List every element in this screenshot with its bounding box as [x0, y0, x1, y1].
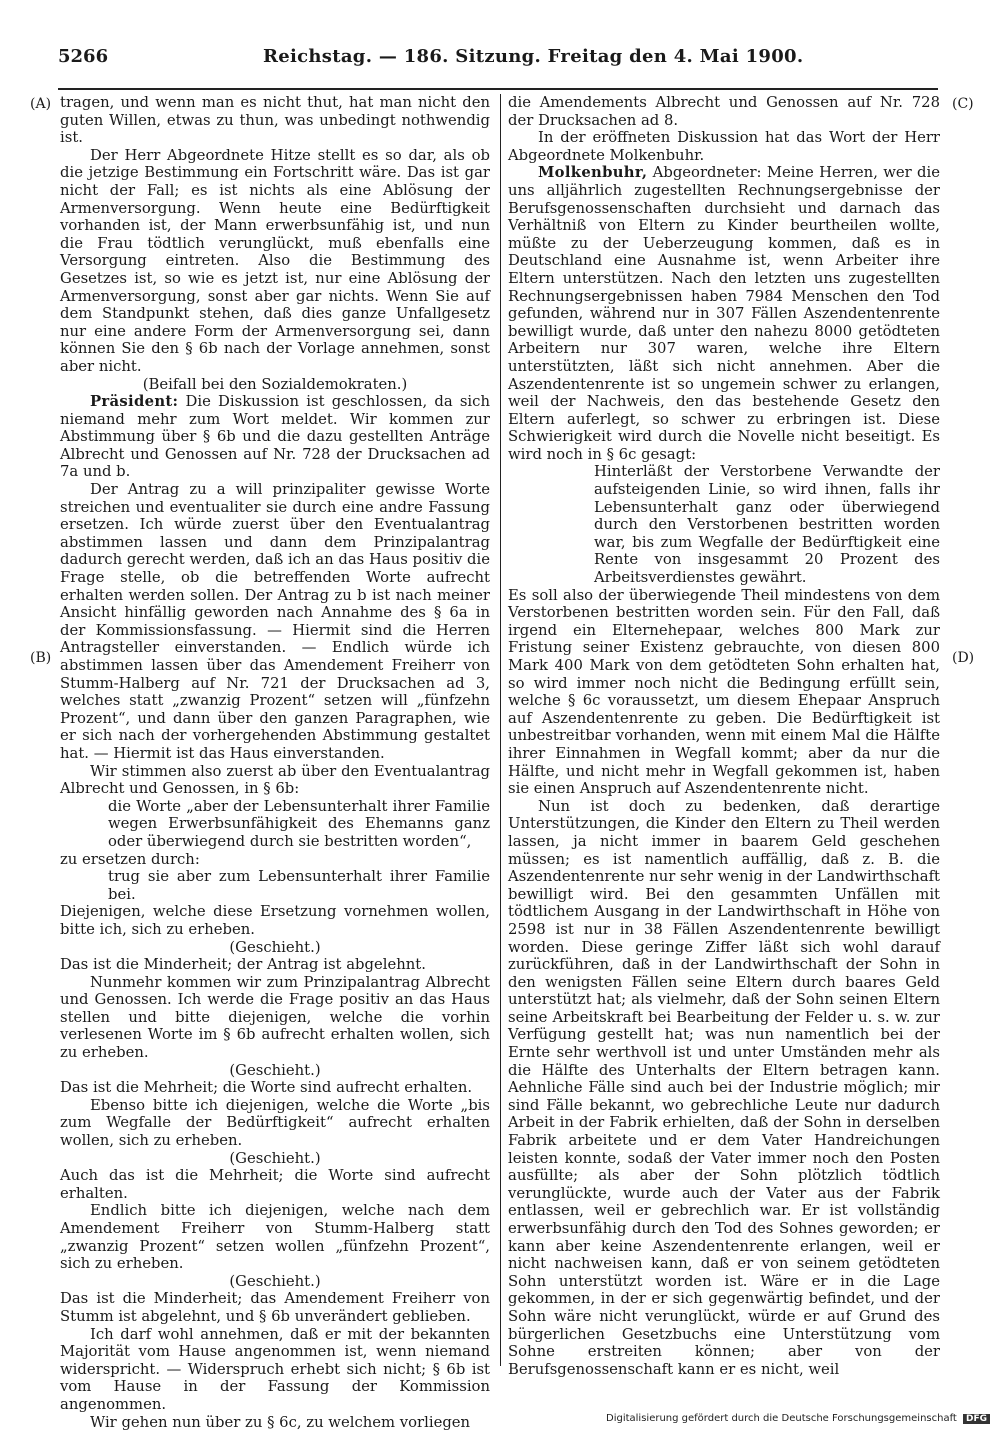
- paragraph: zu ersetzen durch:: [60, 850, 200, 868]
- paragraph: [60, 393, 490, 481]
- interjection: (Geschieht.): [229, 1061, 321, 1079]
- paragraph: Ich darf wohl annehmen, daß er mit der bekannten Majorität vom Hause angenommen ist, wenn niemand widerspricht. — Widerspruch erhebt sich nicht; § 6b ist vom Hause in der Fassung der Kommission angenommen.: [60, 1325, 490, 1413]
- page-header: [58, 46, 938, 76]
- credit-text: Digitalisierung gefördert durch die Deutsche Forschungsgemeinschaft: [606, 1413, 957, 1424]
- margin-marker-d: (D): [952, 650, 975, 666]
- quoted-text: trug sie aber zum Lebensunterhalt ihrer Familie bei.: [108, 868, 490, 903]
- interjection: (Geschieht.): [229, 1272, 321, 1290]
- paragraph: Der Herr Abgeordnete Hitze stellt es so dar, als ob die jetzige Bestimmung ein Fortschritt wäre. Das ist gar nicht der Fall; es ist nichts als eine Ablösung der Armenversorgung. Wenn heute eine Bedürftigkeit vorhanden ist, der Mann erwerbsunfähig ist, und nun die Frau tödtlich verunglückt, muß ebenfalls eine Versorgung eintreten. Also die Bestimmung des Gesetzes ist, so wie es jetzt ist, nur eine Ablösung der Armenversorgung, sonst aber gar nichts. Wenn Sie auf dem Standpunkt stehen, daß dies ganze Unfallgesetz nur eine andere Form der Armenversorgung sei, dann können Sie den § 6b nach der Vorlage annehmen, sonst aber nicht.: [60, 146, 490, 375]
- paragraph: In der eröffneten Diskussion hat das Wort der Herr Abgeordnete Molkenbuhr.: [508, 129, 940, 164]
- paragraph: Auch das ist die Mehrheit; die Worte sind aufrecht erhalten.: [60, 1167, 490, 1202]
- speech-text: Die Diskussion ist geschlossen, da sich niemand mehr zum Wort meldet. Wir kommen zur Abstimmung über § 6b und die dazu gestellten Anträge Albrecht und Genossen auf Nr. 728 der Drucksachen ad 7a und b.: [60, 393, 490, 481]
- interjection: (Geschieht.): [229, 1149, 321, 1167]
- paragraph: [508, 164, 940, 463]
- dfg-logo: DFG: [963, 1414, 990, 1424]
- left-column: [60, 94, 490, 1431]
- right-column: [508, 94, 940, 1378]
- paragraph: Nunmehr kommen wir zum Prinzipalantrag Albrecht und Genossen. Ich werde die Frage positiv an das Haus stellen und bitte diejenigen, welche die vorhin verlesenen Worte im § 6b aufrecht erhalten wollen, sich zu erheben.: [60, 973, 490, 1062]
- paragraph: Ebenso bitte ich diejenigen, welche die Worte „bis zum Wegfalle der Bedürftigkeit“ aufrecht erhalten wollen, sich zu erheben.: [60, 1096, 490, 1150]
- interjection: (Geschieht.): [229, 938, 321, 956]
- paragraph: die Amendements Albrecht und Genossen auf Nr. 728 der Drucksachen ad 8.: [508, 94, 940, 129]
- margin-marker-b: (B): [30, 650, 52, 666]
- paragraph: tragen, und wenn man es nicht thut, hat man nicht den guten Willen, etwas zu thun, was unbedingt nothwendig ist.: [60, 94, 490, 147]
- paragraph: Das ist die Minderheit; das Amendement Freiherr von Stumm ist abgelehnt, und § 6b unverändert geblieben.: [60, 1290, 490, 1325]
- paragraph: Wir stimmen also zuerst ab über den Eventualantrag Albrecht und Genossen, in § 6b:: [60, 762, 490, 798]
- paragraph: Endlich bitte ich diejenigen, welche nach dem Amendement Freiherr von Stumm-Halberg statt „zwanzig Prozent“ setzen wollen „fünfzehn Prozent“, sich zu erheben.: [60, 1202, 490, 1273]
- quoted-text: Hinterläßt der Verstorbene Verwandte der aufsteigenden Linie, so wird ihnen, falls ihr Lebensunterhalt ganz oder überwiegend durch den Verstorbenen bestritten worden war, bis zum Wegfalle der Bedürftigkeit eine Rente von insgesammt 20 Prozent des Arbeitsverdienstes gewährt.: [594, 463, 940, 587]
- margin-marker-a: (A): [30, 96, 52, 112]
- paragraph: Diejenigen, welche diese Ersetzung vornehmen wollen, bitte ich, sich zu erheben.: [60, 903, 490, 938]
- speaker-name: Molkenbuhr,: [538, 164, 648, 182]
- paragraph: Nun ist doch zu bedenken, daß derartige Unterstützungen, die Kinder den Eltern zu Theil werden lassen, ja nicht immer in baarem Geld geschehen müssen; es ist namentlich auffällig, daß z. B. die Aszendentenrente nur sehr wenig in der Landwirthschaft bewilligt wird. Bei den gesammten Unfällen mit tödtlichem Ausgang in der Landwirthschaft in Höhe von 2598 ist nur in 38 Fällen Aszendentenrente bewilligt worden. Diese geringe Ziffer läßt sich wohl darauf zurückführen, daß in der Landwirthschaft der Sohn in den wenigsten Fällen seine Eltern durch baares Geld unterstützt hat; als vielmehr, daß der Sohn seinen Eltern seine Arbeitskraft bei Bearbeitung der Felder u. s. w. zur Verfügung gestellt hat; was nun namentlich bei der Ernte sehr werthvoll ist und unter Umständen mehr als die Hälfte des Unterhalts der Eltern betragen kann. Aehnliche Fälle sind auch bei der Industrie möglich; mir sind Fälle bekannt, wo gebrechliche Leute nur dadurch Arbeit in der Fabrik erhielten, daß der Sohn in derselben Fabrik arbeitete und er dem Vater Handreichungen leisten konnte, sodaß der Vater immer noch den Posten ausfüllte; als aber der Sohn plötzlich tödtlich verunglückte, wurde auch der Vater aus der Fabrik entlassen, weil er gebrechlich war. Er ist vollständig erwerbsunfähig durch den Tod des Sohnes geworden; er kann aber keine Aszendentenrente erlangen, weil er nicht nachweisen kann, daß er von seinem getödteten Sohn unterstützt worden ist. Wäre er in die Lage gekommen, in der er sich gegenwärtig befindet, und der Sohn wäre nicht verunglückt, würde er auf Grund des bürgerlichen Gesetzbuchs eine Unterstützung vom Sohne erstreiten können; aber von der Berufsgenossenschaft kann er es nicht, weil: [508, 797, 940, 1378]
- paragraph: Das ist die Minderheit; der Antrag ist abgelehnt.: [60, 956, 426, 974]
- paragraph: Der Antrag zu a will prinzipaliter gewisse Worte streichen und eventualiter sie durch eine andre Fassung ersetzen. Ich würde zuerst über den Eventualantrag abstimmen lassen und dann dem Prinzipalantrag dadurch gerecht werden, daß ich an das Haus positiv die Frage stelle, ob die betreffenden Worte aufrecht erhalten werden sollen. Der Antrag zu b ist nach meiner Ansicht hinfällig geworden nach Annahme des § 6a in der Kommissionsfassung. — Hiermit sind die Herren Antragsteller einverstanden. — Endlich würde ich abstimmen lassen über das Amendement Freiherr von Stumm-Halberg auf Nr. 721 der Drucksachen ad 3, welches statt „zwanzig Prozent“ setzen will „fünfzehn Prozent“, und dann über den ganzen Paragraphen, wie er sich nach der vorhergehenden Abstimmung gestaltet hat. — Hiermit ist das Haus einverstanden.: [60, 481, 490, 762]
- speaker-name: Präsident:: [90, 393, 179, 411]
- running-head: Reichstag. — 186. Sitzung. Freitag den 4. Mai 1900.: [263, 46, 804, 67]
- quoted-text: die Worte „aber der Lebensunterhalt ihrer Familie wegen Erwerbsunfähigkeit des Ehemanns ganz oder überwiegend durch sie bestritten worden“,: [108, 797, 490, 850]
- paragraph: Wir gehen nun über zu § 6c, zu welchem vorliegen: [90, 1413, 471, 1431]
- column-divider: [500, 94, 501, 1366]
- speech-text: Abgeordneter: Meine Herren, wer die uns alljährlich zugestellten Rechnungsergebnisse der Berufsgenossenschaften durchsieht und darnach das Verhältniß von Eltern zu Kinder beurtheilen wollte, müßte zu der Ueberzeugung kommen, daß es in Deutschland eine Ausnahme ist, wenn Arbeiter ihre Eltern unterstützen. Nach den letzten uns zugestellten Rechnungsergebnissen haben 7984 Menschen den Tod gefunden, während nur in 307 Fällen Aszendentenrente bewilligt wurde, daß unter den nahezu 8000 getödteten Arbeitern nur 307 waren, welche ihre Eltern unterstützten, läßt sich nicht annehmen. Aber die Aszendentenrente ist so ungemein schwer zu erlangen, weil der Nachweis, den das bestehende Gesetz den Eltern auferlegt, so schwer zu erbringen ist. Diese Schwierigkeit wird durch die Novelle nicht beseitigt. Es wird noch in § 6c gesagt:: [508, 164, 940, 463]
- paragraph: Das ist die Mehrheit; die Worte sind aufrecht erhalten.: [60, 1079, 473, 1097]
- interjection: (Beifall bei den Sozialdemokraten.): [142, 375, 408, 393]
- paragraph: Es soll also der überwiegende Theil mindestens von dem Verstorbenen bestritten worden sein. Für den Fall, daß irgend ein Elternehepaar, welches 800 Mark zur Fristung seiner Existenz gebrauchte, von diesen 800 Mark 400 Mark von dem getödteten Sohn erhalten hat, so wird immer noch nicht die Bedingung erfüllt sein, welche § 6c voraussetzt, um diesem Ehepaar Anspruch auf Aszendentenrente zu geben. Die Bedürftigkeit ist unbestreitbar vorhanden, wenn mit einem Mal die Hälfte ihrer Einnahmen in Wegfall kommt; aber da nur die Hälfte, und nicht mehr in Wegfall gekommen ist, haben sie einen Anspruch auf Aszendentenrente nicht.: [508, 586, 940, 798]
- margin-marker-c: (C): [952, 96, 974, 112]
- header-rule: [58, 88, 938, 90]
- digitization-credit: [606, 1413, 990, 1424]
- page-number: 5266: [58, 46, 109, 67]
